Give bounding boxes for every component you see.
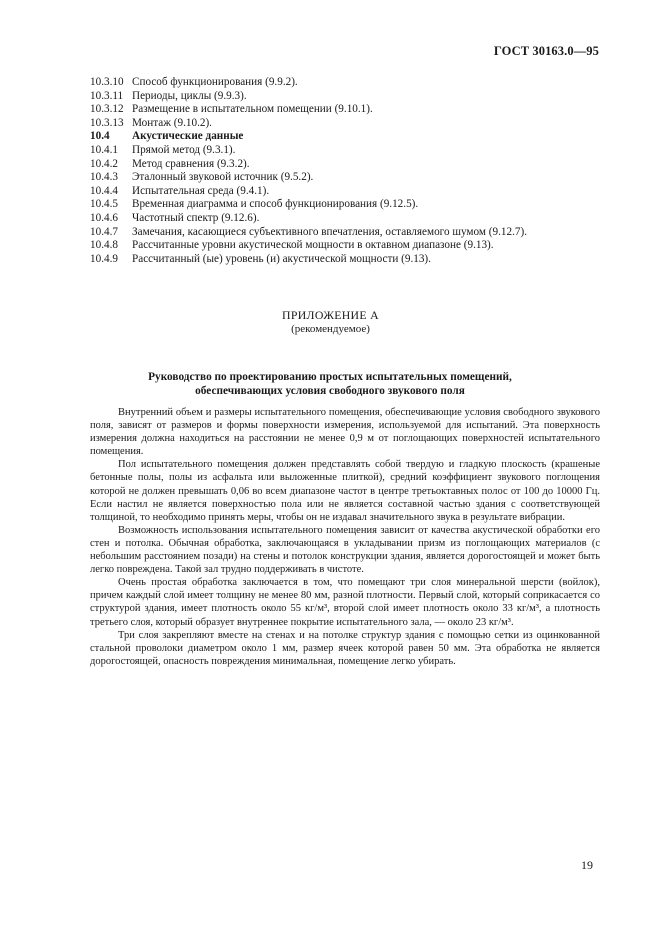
paragraph: Возможность использования испытательного помещения зависит от качества акустической обработки его стен и потолка. Обычная обработка, заключающаяся в укладывании призм из поглощающих материалов (с небольшим расстоянием позади) на стены и потолок конструкции здания, является дорогостоящей и может быть легко повреждена. Такой зал трудно поддерживать в чистоте. bbox=[90, 524, 600, 576]
contents-item bbox=[90, 76, 590, 90]
contents-item-number: 10.4.6 bbox=[90, 211, 118, 224]
contents-item-number: 10.4.9 bbox=[90, 252, 118, 265]
contents-item bbox=[90, 226, 590, 240]
contents-item bbox=[90, 144, 590, 158]
contents-item-text: Акустические данные bbox=[132, 130, 244, 143]
contents-item-number: 10.4.2 bbox=[90, 157, 118, 170]
contents-item bbox=[90, 90, 590, 104]
contents-item-text: Рассчитанный (ые) уровень (и) акустической мощности (9.13). bbox=[132, 252, 431, 265]
contents-item-number: 10.3.12 bbox=[90, 103, 124, 116]
contents-item-number: 10.3.11 bbox=[90, 89, 124, 102]
contents-item-text: Размещение в испытательном помещении (9.10.1). bbox=[132, 103, 373, 116]
section-title-line-2: обеспечивающих условия свободного звукового поля bbox=[195, 385, 465, 397]
contents-item-number: 10.3.10 bbox=[90, 76, 124, 88]
appendix-subtitle: (рекомендуемое) bbox=[291, 323, 370, 335]
contents-item-text: Частотный спектр (9.12.6). bbox=[132, 211, 260, 224]
contents-item-text: Периоды, циклы (9.9.3). bbox=[132, 89, 247, 102]
paragraph: Три слоя закрепляют вместе на стенах и на потолке структур здания с помощью сетки из оцинкованной стальной проволоки диаметром около 1 мм, размер ячеек которой равен 50 мм. Эта обработка не является дорогостоящей, опасность повреждения минимальная, помещение легко убирать. bbox=[90, 629, 600, 667]
contents-item-number: 10.4.7 bbox=[90, 225, 118, 238]
appendix-title: ПРИЛОЖЕНИЕ А bbox=[282, 308, 379, 322]
contents-list bbox=[90, 76, 590, 266]
body-text bbox=[90, 406, 600, 668]
document-header: ГОСТ 30163.0—95 bbox=[493, 44, 599, 58]
contents-item bbox=[90, 253, 590, 267]
contents-item-text: Эталонный звуковой источник (9.5.2). bbox=[132, 171, 314, 184]
paragraph: Очень простая обработка заключается в том, что помещают три слоя минеральной шерсти (войлок), причем каждый слой имеет толщину не менее 80 мм, разной плотности. Первый слой, который соприкасается со структурой здания, имеет плотность около 55 кг/м³, второй слой имеет плотность около 33 кг/м³, а плотность третьего слоя, который образует внутреннее покрытие испытательного зала, — около 23 кг/м³. bbox=[90, 577, 600, 628]
contents-item bbox=[90, 130, 590, 144]
section-title-line-1: Руководство по проектированию простых испытательных помещений, bbox=[148, 371, 512, 383]
contents-item-text: Способ функционирования (9.9.2). bbox=[132, 76, 298, 88]
contents-item bbox=[90, 158, 590, 172]
contents-item-number: 10.4 bbox=[90, 130, 110, 143]
contents-item bbox=[90, 198, 590, 212]
contents-item bbox=[90, 117, 590, 131]
contents-item bbox=[90, 103, 590, 117]
contents-item bbox=[90, 171, 590, 185]
contents-item-text: Прямой метод (9.3.1). bbox=[132, 143, 236, 156]
section-title bbox=[60, 370, 600, 398]
paragraph: Пол испытательного помещения должен представлять собой твердую и гладкую плоскость (крашеные бетонные полы, полы из асфальта или выложенные плиткой), средний коэффициент звукового поглощения которой не должен превышать 0,06 во всем диапазоне частот в центре третьоктавных полос от 100 до 10000 Гц. Если настил не является поверхностью пола или не является составной частью здания с соответствующей толщиной, то необходимо принять меры, чтобы он не издавал значительного звука в результате вибрации. bbox=[90, 459, 600, 523]
appendix-heading bbox=[0, 308, 661, 335]
page-number: 19 bbox=[581, 858, 593, 872]
contents-item-number: 10.4.3 bbox=[90, 171, 118, 184]
paragraph: Внутренний объем и размеры испытательного помещения, обеспечивающие условия свободного звукового поля, зависят от размеров и формы поверхности измерения, используемой для испытаний. Эта поверхность измерения должна находиться на расстоянии не менее 0,9 м от поглощающих поверхностей испытательного помещения. bbox=[90, 407, 600, 458]
contents-item-text: Метод сравнения (9.3.2). bbox=[132, 157, 250, 170]
contents-item-number: 10.4.8 bbox=[90, 239, 118, 252]
contents-item bbox=[90, 185, 590, 199]
contents-item-number: 10.4.4 bbox=[90, 184, 118, 197]
contents-item bbox=[90, 239, 590, 253]
contents-item-number: 10.4.5 bbox=[90, 198, 118, 211]
contents-item-text: Испытательная среда (9.4.1). bbox=[132, 184, 270, 197]
contents-item-number: 10.3.13 bbox=[90, 116, 124, 129]
contents-item-text: Замечания, касающиеся субъективного впечатления, оставляемого шумом (9.12.7). bbox=[132, 225, 527, 238]
contents-item bbox=[90, 212, 590, 226]
contents-item-text: Временная диаграмма и способ функционирования (9.12.5). bbox=[132, 198, 419, 211]
contents-item-number: 10.4.1 bbox=[90, 143, 118, 156]
contents-item-text: Рассчитанные уровни акустической мощности в октавном диапазоне (9.13). bbox=[132, 239, 494, 252]
contents-item-text: Монтаж (9.10.2). bbox=[132, 116, 212, 129]
